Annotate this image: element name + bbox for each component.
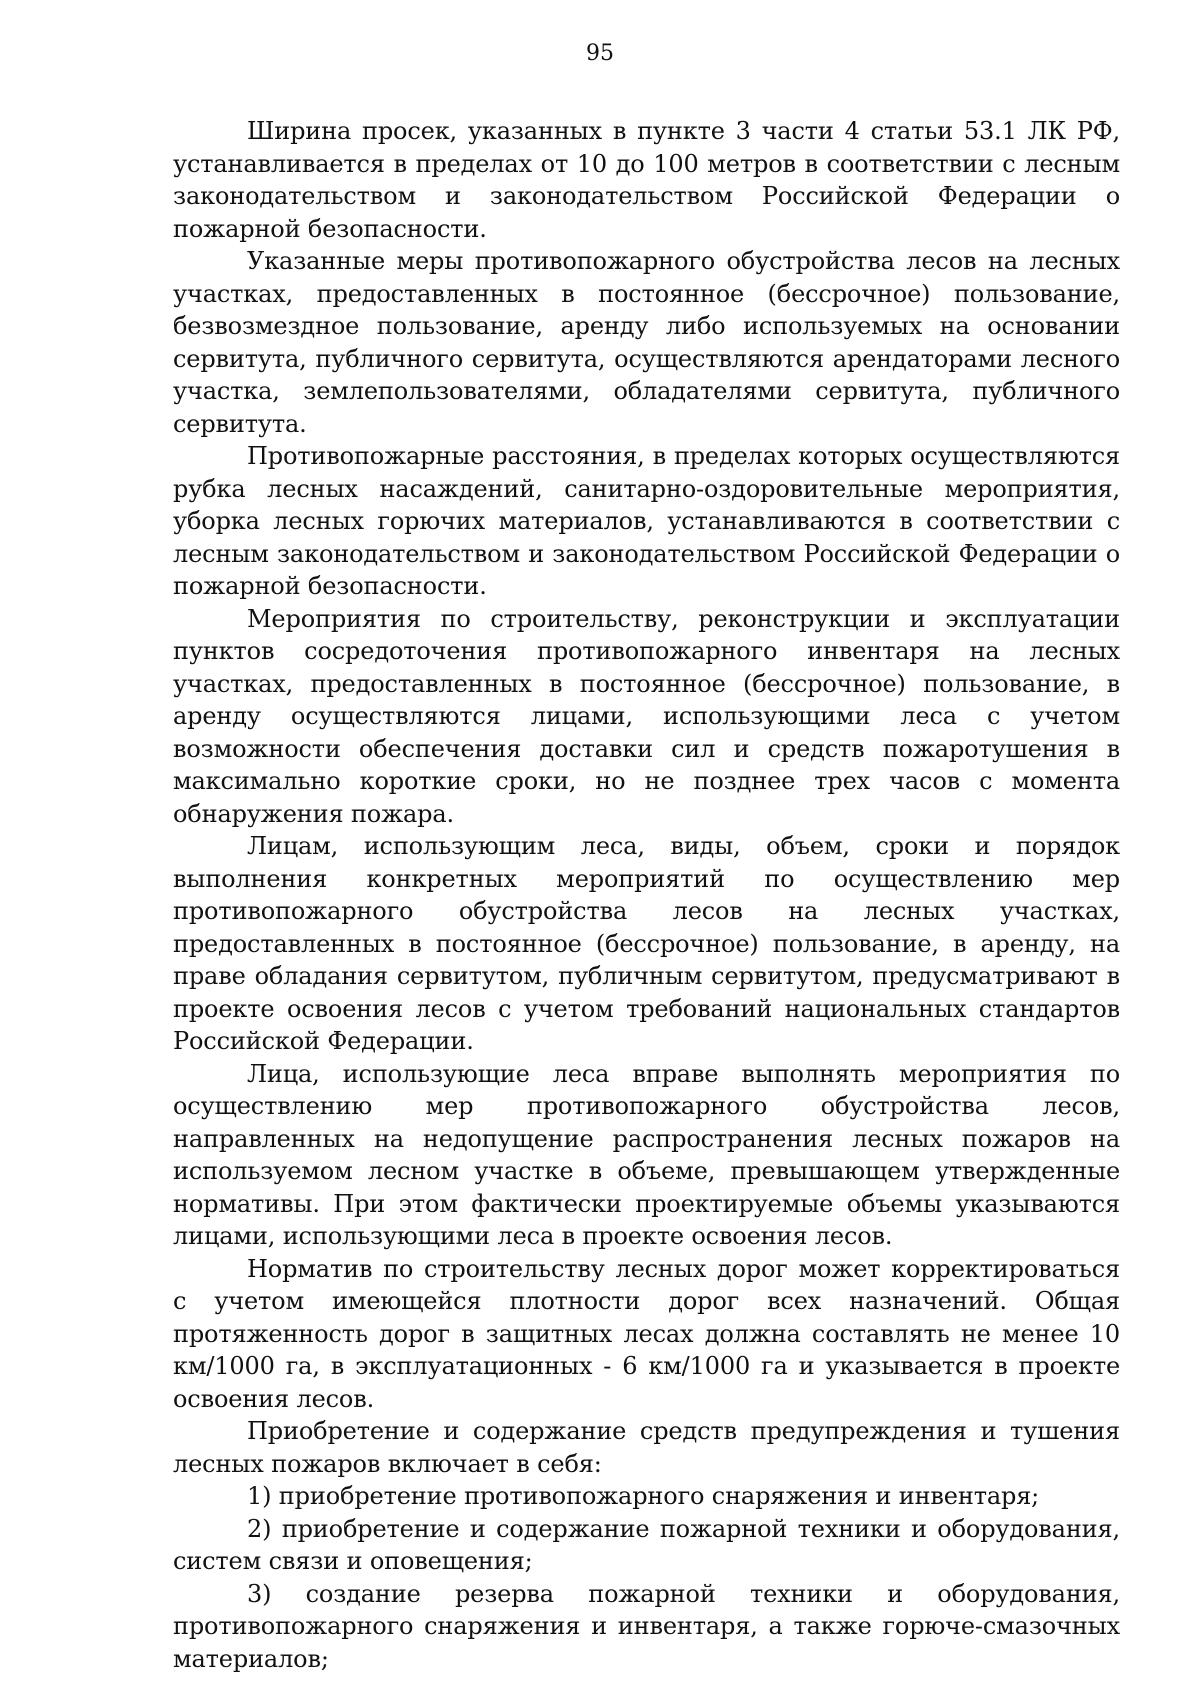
paragraph-fire-distances: Противопожарные расстояния, в пределах которых осуществляются рубка лесных насаждений, санитарно-оздоровительные мероприятия, уборка лесных горючих материалов, устанавливаются в соответствии с лесным законодательством и законодательством Российской Федерации о пожарной безопасности.	[173, 442, 1120, 600]
paragraph-fire-equipment-intro: Приобретение и содержание средств предупреждения и тушения лесных пожаров включает в себя:	[173, 1417, 1120, 1478]
page-number: 95	[586, 41, 614, 66]
paragraph-fire-measures-responsibility: Указанные меры противопожарного обустройства лесов на лесных участках, предоставленных в постоянное (бессрочное) пользование, безвозмездное пользование, аренду либо используемых на основании сервитута, публичного сервитута, осуществляются арендаторами лесного участка, землепользователями, обладателями сервитута, публичного сервитута.	[173, 247, 1120, 438]
paragraph-forest-users-planning: Лицам, использующим леса, виды, объем, сроки и порядок выполнения конкретных мероприятий по осуществлению мер противопожарного обустройства лесов на лесных участках, предоставленных в постоянное (бессрочное) пользование, в аренду, на праве обладания сервитутом, публичным сервитутом, предусматривают в проекте освоения лесов с учетом требований национальных стандартов Российской Федерации.	[173, 832, 1120, 1055]
document-body	[173, 115, 1120, 1675]
paragraph-additional-measures: Лица, использующие леса вправе выполнять мероприятия по осуществлению мер противопожарного обустройства лесов, направленных на недопущение распространения лесных пожаров на используемом лесном участке в объеме, превышающем утвержденные нормативы. При этом фактически проектируемые объемы указываются лицами, использующими леса в проекте освоения лесов.	[173, 1059, 1120, 1250]
list-item-3: 3) создание резерва пожарной техники и оборудования, противопожарного снаряжения и инвентаря, а также горюче-смазочных материалов;	[173, 1579, 1120, 1673]
list-item-2: 2) приобретение и содержание пожарной техники и оборудования, систем связи и оповещения;	[173, 1514, 1120, 1575]
paragraph-clearing-width: Ширина просек, указанных в пункте 3 части 4 статьи 53.1 ЛК РФ, устанавливается в пределах от 10 до 100 метров в соответствии с лесным законодательством и законодательством Российской Федерации о пожарной безопасности.	[173, 117, 1120, 243]
paragraph-fire-inventory-points: Мероприятия по строительству, реконструкции и эксплуатации пунктов сосредоточения противопожарного инвентаря на лесных участках, предоставленных в постоянное (бессрочное) пользование, в аренду осуществляются лицами, использующими леса с учетом возможности обеспечения доставки сил и средств пожаротушения в максимально короткие сроки, но не позднее трех часов с момента обнаружения пожара.	[173, 604, 1120, 828]
list-item-1: 1) приобретение противопожарного снаряжения и инвентаря;	[247, 1482, 1040, 1510]
paragraph-road-standard: Норматив по строительству лесных дорог может корректироваться с учетом имеющейся плотности дорог всех назначений. Общая протяженность дорог в защитных лесах должна составлять не менее 10 км/1000 га, в эксплуатационных - 6 км/1000 га и указывается в проекте освоения лесов.	[173, 1254, 1120, 1413]
